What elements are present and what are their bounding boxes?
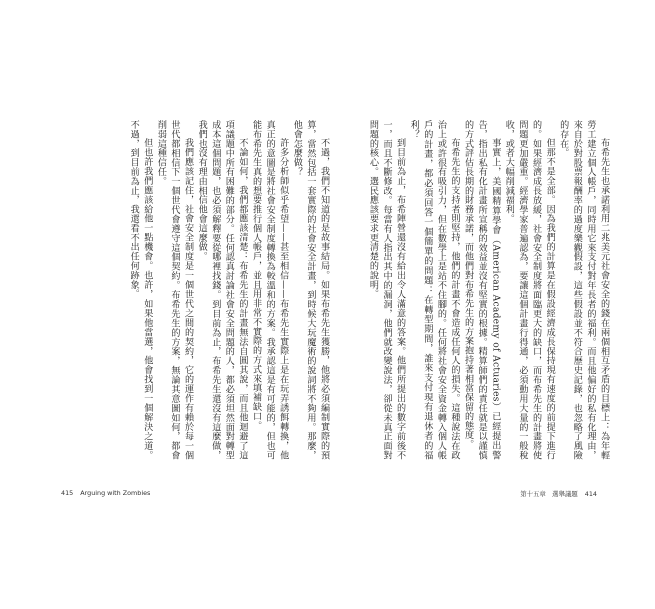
left-paragraph-5: 但也許我們應該給他一點機會。也許，如果他當選，他會找到一個解決之道。不過，到目前為止，我還看不出任何跡象。 xyxy=(128,120,153,460)
left-paragraph-1: 不過，我們不知道的是故事結局。如果布希先生獲勝，他將必須編制實際的預算，當然包括一套實際的社會安全計畫，到時候大玩魔術的說詞將不夠用。那麼，他會怎麼做？ xyxy=(291,120,329,460)
right-paragraph-1: 布希先生也承諾利用二兆美元社會安全的錢在兩個相互矛盾的目標上：為年輕勞工建立個人帳戶，同時用它來支付對年長者的福利。而且他偏好的私有化理由，來自於對股票報酬率的過度樂觀假設，這些假設並不符合歷史記錄，也忽略了風險的存在。 xyxy=(558,120,609,460)
left-page-footer xyxy=(61,489,150,497)
left-running-header: Arguing with Zombies xyxy=(80,489,151,497)
right-page-text xyxy=(330,120,610,460)
right-running-header: 第十五章 選舉議題 xyxy=(520,490,578,498)
left-paragraph-2: 許多分析師似乎希望——甚至相信——布希先生實際上是在玩弄誘餌轉換，他真正的意圖是將社會安全制度轉換為較溫和的方案。我承認這是有可能的，但也可能布希先生真的想要推行個人帳戶，並且用非常不實際的方式來填補缺口。 xyxy=(251,120,289,460)
left-page-text xyxy=(58,120,330,460)
right-paragraph-3: 事實上，美國精算學會（American Academy of Actuaries）已經提出警告，指出私有化計畫所宣稱的效益並沒有堅實的根據。精算師們的責任就是以謹慎的方式評估長期的財務承諾，而他們對布希先生的方案抱持著相當保留的態度。 xyxy=(463,120,501,460)
right-page-number: 414 xyxy=(584,490,597,498)
right-paragraph-4: 布希先生的支持者則堅持，他們的計畫不會造成任何人的損失。這種說法在政治上或許很有吸引力，但在數學上是站不住腳的。任何將社會安全資金轉入個人帳戶的計畫，都必須回答一個簡單的問題：在轉型期間，誰來支付現有退休者的福利？ xyxy=(408,120,460,460)
left-page xyxy=(58,120,330,470)
left-paragraph-3: 不論如何，我們都應該清楚：布希先生的計畫無法自圓其說，而且他迴避了這項議題中所有困難的部分。任何認真討論社會安全問題的人，都必須坦然面對轉型成本這個問題，也必須解釋要從哪裡找錢。到目前為止，布希先生還沒有這麼做，我們也沒有理由相信他會這麼做。 xyxy=(196,120,248,460)
left-paragraph-4: 我們應該記住，社會安全制度是一個世代之間的契約，它的運作有賴於每一個世代都相信下一個世代會遵守這個契約。布希先生的方案，無論其意圖如何，都會削弱這種信任。 xyxy=(155,120,194,460)
right-page-footer xyxy=(520,489,597,498)
left-page-number: 415 xyxy=(61,489,74,497)
right-paragraph-5: 到目前為止，布希陣營還沒有給出令人滿意的答案。他們所提出的數字前後不一，而且不斷修改。每當有人指出其中的漏洞，他們就改變說法，卻從未真正面對問題的核心。選民應該要求更清楚的說明。 xyxy=(367,120,406,460)
right-paragraph-2: 但那不是全部。因為我們的計算是在假設經濟成長保持現有速度的前提下進行的。如果經濟成長放緩，社會安全制度將面臨更大的缺口，而布希先生的計畫將使問題更加嚴重。經濟學家普遍認為，要讓這個計畫行得通，必須動用大量的一般稅收，或者大幅削減福利。 xyxy=(503,120,555,460)
right-page xyxy=(330,120,610,470)
